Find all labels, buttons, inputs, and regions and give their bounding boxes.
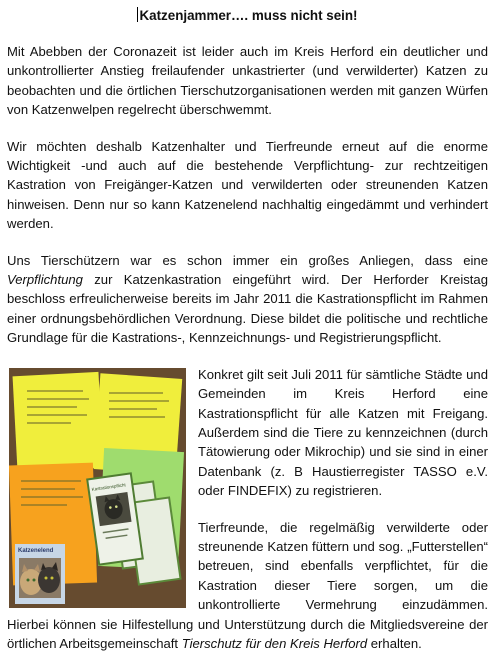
paragraph-1: Mit Abebben der Coronazeit ist leider auch im Kreis Herford ein deutlicher und unkontrollierter Anstieg freilaufender unkastrierter (und verwilderter) Katzen zu beobachten und die örtlichen Tierschutzorganisationen werden mit ganzen Würfen von Katzenwelpen regelrecht überschwemmt. (7, 44, 488, 118)
flyer-photo (9, 368, 186, 608)
svg-text:Kastrationspflicht: Kastrationspflicht (91, 481, 126, 492)
document-title: Katzenjammer…. muss nicht sein! (139, 8, 358, 23)
paragraph-5: Tierfreunde, die regelmäßig verwilderte oder streunende Katzen füttern und sog. „Futterstellen“ betreuen, sind ebenfalls verpflichtet, für die Kastration dieser Tiere sorgen, um die unkontrollierte Vermehrung einzudämmen. Hierbei können sie Hilfestellung und Unterstützung durch die Mitgliedsvereine der örtlichen Arbeitsgemeinschaft Tierschutz für den Kreis Herford erhalten. (7, 519, 488, 651)
paragraph-3: Uns Tierschützern war es schon immer ein großes Anliegen, dass eine Verpflichtung zur Katzenkastration eingeführt wird. Der Herforder Kreistag beschloss erfreulicherweise bereits im Jahr 2011 die Kastrationspflicht im Rahmen einer ordnungsbehördlichen Verordnung. Diese bildet die politische und rechtliche Grundlage für die Kastrations-, Kennzeichnungs- und Registrierungspflicht. (7, 252, 488, 346)
leaflet-cats (15, 544, 65, 604)
paragraph-4: Konkret gilt seit Juli 2011 für sämtliche Städte und Gemeinden im Kreis Herford eine Kastrationspflicht für alle Katzen mit Freigang. Außerdem sind die Tiere zu kennzeichnen (durch Tätowierung oder Mikrochip) und sie sind in einer Datenbank (z. B Haustierregister TASSO e.V. oder FINDEFIX) zu registrieren. (198, 366, 488, 499)
svg-text:Katzenelend: Katzenelend (18, 547, 54, 554)
paragraph-2: Wir möchten deshalb Katzenhalter und Tierfreunde erneut auf die enorme Wichtigkeit -und auch auf die bestehende Verpflichtung- zur rechtzeitigen Kastration von Freigänger-Katzen und verwilderten oder streunenden Katzen hinweisen. Denn nur so kann Katzenelend nachhaltig eingedämmt und verhindert werden. (7, 138, 488, 232)
document (7, 6, 488, 653)
flyer-photo-illustration (9, 368, 186, 608)
